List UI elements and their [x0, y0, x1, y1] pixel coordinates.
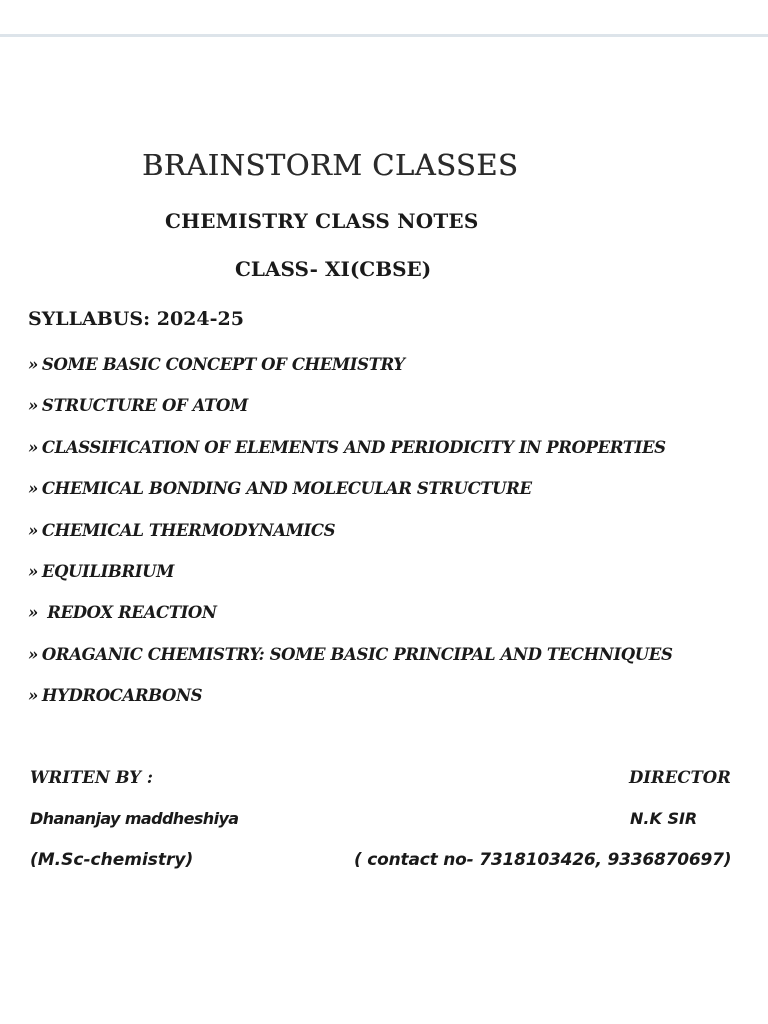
topic-text: ORAGANIC CHEMISTRY: SOME BASIC PRINCIPAL AND TECHNIQUES — [41, 644, 673, 664]
topic-item — [28, 600, 672, 641]
author-qualification: (M.Sc-chemistry) — [30, 850, 194, 870]
bullet-glyph: » — [28, 686, 38, 706]
bullet-glyph: » — [28, 479, 38, 499]
topic-item — [28, 393, 672, 434]
topic-item — [28, 476, 672, 517]
topic-item — [28, 352, 672, 393]
topic-text: REDOX REACTION — [41, 603, 217, 623]
topic-item — [28, 559, 672, 600]
director-name: N.K SIR — [630, 809, 698, 828]
topic-item — [28, 683, 672, 724]
bullet-glyph: » — [28, 520, 38, 540]
bullet-glyph: » — [28, 396, 38, 416]
topic-text: CLASSIFICATION OF ELEMENTS AND PERIODICITY IN PROPERTIES — [41, 437, 666, 457]
bullet-glyph: » — [28, 644, 38, 664]
topic-text: CHEMICAL BONDING AND MOLECULAR STRUCTURE — [41, 479, 532, 499]
author-name: Dhananjay maddheshiya — [30, 809, 239, 828]
topic-text: STRUCTURE OF ATOM — [41, 396, 248, 416]
bullet-glyph: » — [28, 355, 38, 374]
topic-text: SOME BASIC CONCEPT OF CHEMISTRY — [41, 355, 405, 374]
syllabus-heading: SYLLABUS: 2024-25 — [28, 308, 244, 330]
director-label: DIRECTOR — [629, 768, 731, 787]
topic-item — [28, 435, 672, 476]
institute-title: BRAINSTORM CLASSES — [142, 148, 519, 182]
topic-item — [28, 642, 672, 683]
written-by-label: WRITEN BY : — [30, 768, 153, 787]
subject-title: CHEMISTRY CLASS NOTES — [165, 209, 479, 233]
class-title: CLASS- XI(CBSE) — [235, 257, 432, 281]
top-divider — [0, 34, 768, 37]
bullet-glyph: » — [28, 603, 38, 623]
topic-text: EQUILIBRIUM — [41, 561, 174, 581]
topic-item — [28, 518, 672, 559]
topic-text: CHEMICAL THERMODYNAMICS — [41, 520, 336, 540]
syllabus-topic-list — [28, 352, 672, 725]
topic-text: HYDROCARBONS — [41, 686, 203, 706]
contact-numbers: ( contact no- 7318103426, 9336870697) — [354, 850, 732, 870]
bullet-glyph: » — [28, 561, 38, 581]
bullet-glyph: » — [28, 437, 38, 457]
